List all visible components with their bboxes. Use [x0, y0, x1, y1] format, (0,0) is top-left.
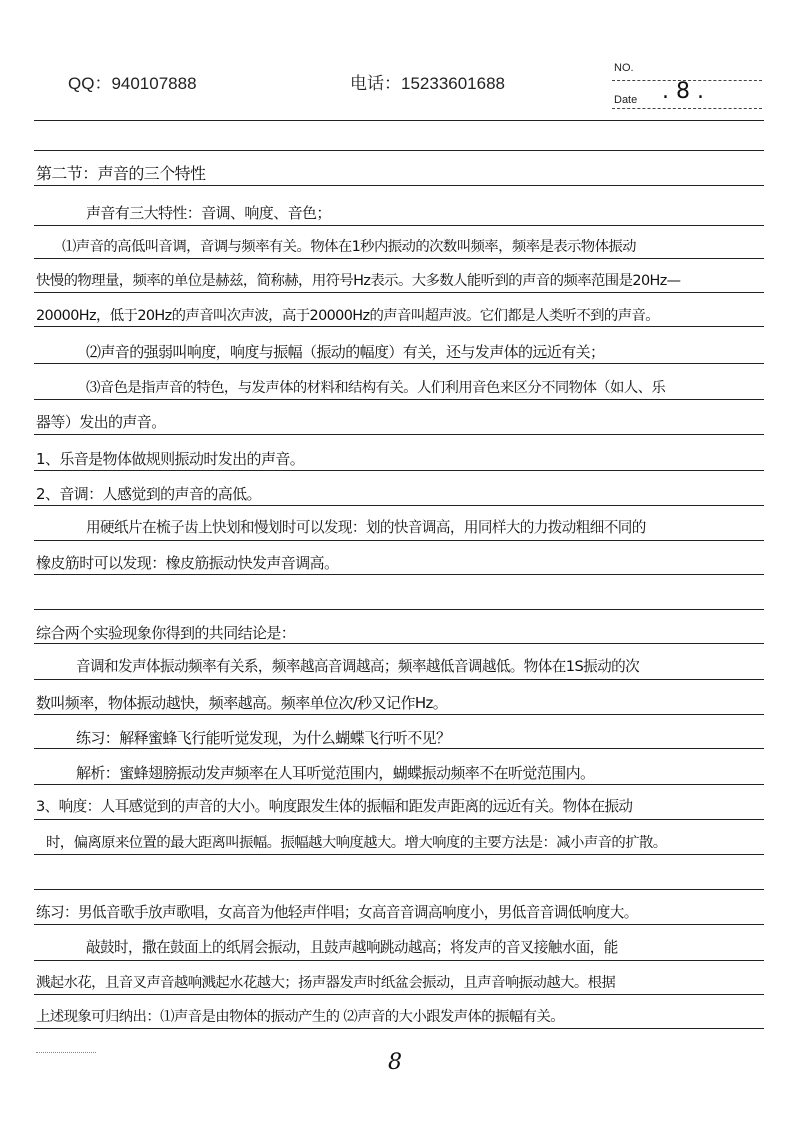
- text-line: 练习：男低音歌手放声歌唱，女高音为他轻声伴唱；女高音音调高响度小，男低音音调低响度大。: [36, 904, 638, 921]
- text-line: 快慢的物理量，频率的单位是赫兹，简称赫，用符号Hz表示。大多数人能听到的声音的频率范围是20Hz—: [36, 273, 681, 289]
- text-line: 练习：解释蜜蜂飞行能听觉发现，为什么蝴蝶飞行听不见？: [76, 729, 451, 747]
- text-line: 音调和发声体振动频率有关系，频率越高音调越高；频率越低音调越低。物体在1S振动的次: [76, 658, 640, 675]
- text-line: 综合两个实验现象你得到的共同结论是：: [36, 624, 296, 642]
- ruled-line: [34, 150, 764, 151]
- text-line: 上述现象可归纳出：⑴声音是由物体的振动产生的 ⑵声音的大小跟发声体的振幅有关。: [36, 1009, 565, 1025]
- text-line: 解析：蜜蜂翅膀振动发声频率在人耳听觉范围内，蝴蝶振动频率不在听觉范围内。: [76, 764, 595, 782]
- qq-contact: QQ：940107888: [68, 74, 197, 93]
- ruled-line: [34, 258, 764, 259]
- no-label: NO.: [614, 62, 634, 74]
- ruled-line: [34, 889, 764, 890]
- text-line: 1、乐音是物体做规则振动时发出的声音。: [36, 450, 305, 468]
- ruled-line: [34, 924, 764, 925]
- ruled-line: [34, 363, 764, 364]
- text-line: 用硬纸片在梳子齿上快划和慢划时可以发现：划的快音调高，用同样大的力拨动粗细不同的: [86, 519, 646, 536]
- ruled-line: [34, 185, 764, 186]
- ruled-line: [34, 470, 764, 471]
- text-line: 2、音调：人感觉到的声音的高低。: [36, 485, 261, 503]
- ruled-line: [34, 540, 764, 541]
- ruled-line: [34, 679, 764, 680]
- ruled-line: [34, 434, 764, 435]
- ruled-line: [34, 505, 764, 506]
- text-line: 器等）发出的声音。: [36, 413, 166, 431]
- text-line: ⑵声音的强弱叫响度，响度与振幅（振动的幅度）有关，还与发声体的远近有关；: [86, 343, 605, 361]
- scan-artifact: [36, 1052, 96, 1053]
- phone-contact: 电话：15233601688: [350, 74, 506, 93]
- ruled-line: [34, 609, 764, 610]
- ruled-line: [34, 960, 764, 961]
- date-value: . 8 .: [662, 79, 704, 104]
- ruled-line: [34, 994, 764, 995]
- text-line: 敲鼓时，撒在鼓面上的纸屑会振动，且鼓声越响跳动越高；将发声的音叉接触水面，能: [86, 939, 618, 956]
- text-line: ⑶音色是指声音的特色，与发声体的材料和结构有关。人们利用音色来区分不同物体（如人、乐: [86, 380, 666, 396]
- page-number: 8: [388, 1050, 402, 1075]
- text-line: 数叫频率，物体振动越快，频率越高。频率单位次/秒又记作Hz。: [36, 694, 448, 712]
- ruled-line: [34, 714, 764, 715]
- ruled-line: [34, 643, 764, 644]
- text-line: 橡皮筋时可以发现：橡皮筋振动快发声音调高。: [36, 554, 339, 572]
- text-line: 20000Hz，低于20Hz的声音叫次声波，高于20000Hz的声音叫超声波。它们都是人类听不到的声音。: [36, 308, 660, 324]
- ruled-line: [34, 399, 764, 400]
- ruled-line: [34, 326, 764, 327]
- ruled-line: [34, 1028, 764, 1029]
- section-title: 第二节：声音的三个特性: [36, 164, 206, 183]
- date-dashed-line: [612, 108, 762, 109]
- text-line: 声音有三大特性：音调、响度、音色；: [86, 204, 331, 222]
- ruled-line: [34, 819, 764, 820]
- ruled-line: [34, 854, 764, 855]
- date-label: Date: [614, 94, 638, 106]
- ruled-line: [34, 574, 764, 575]
- text-line: 时，偏离原来位置的最大距离叫振幅。振幅越大响度越大。增大响度的主要方法是：减小声音的扩散。: [46, 835, 667, 851]
- text-line: ⑴声音的高低叫音调，音调与频率有关。物体在1秒内振动的次数叫频率，频率是表示物体振动: [62, 239, 636, 255]
- text-line: 3、响度：人耳感觉到的声音的大小。响度跟发生体的振幅和距发声距离的远近有关。物体在振动: [36, 798, 633, 815]
- ruled-line: [34, 120, 764, 121]
- ruled-line: [34, 748, 764, 749]
- text-line: 溅起水花，且音叉声音越响溅起水花越大；扬声器发声时纸盆会振动，且声音响振动越大。根据: [36, 975, 616, 991]
- ruled-line: [34, 292, 764, 293]
- ruled-line: [34, 225, 764, 226]
- ruled-line: [34, 784, 764, 785]
